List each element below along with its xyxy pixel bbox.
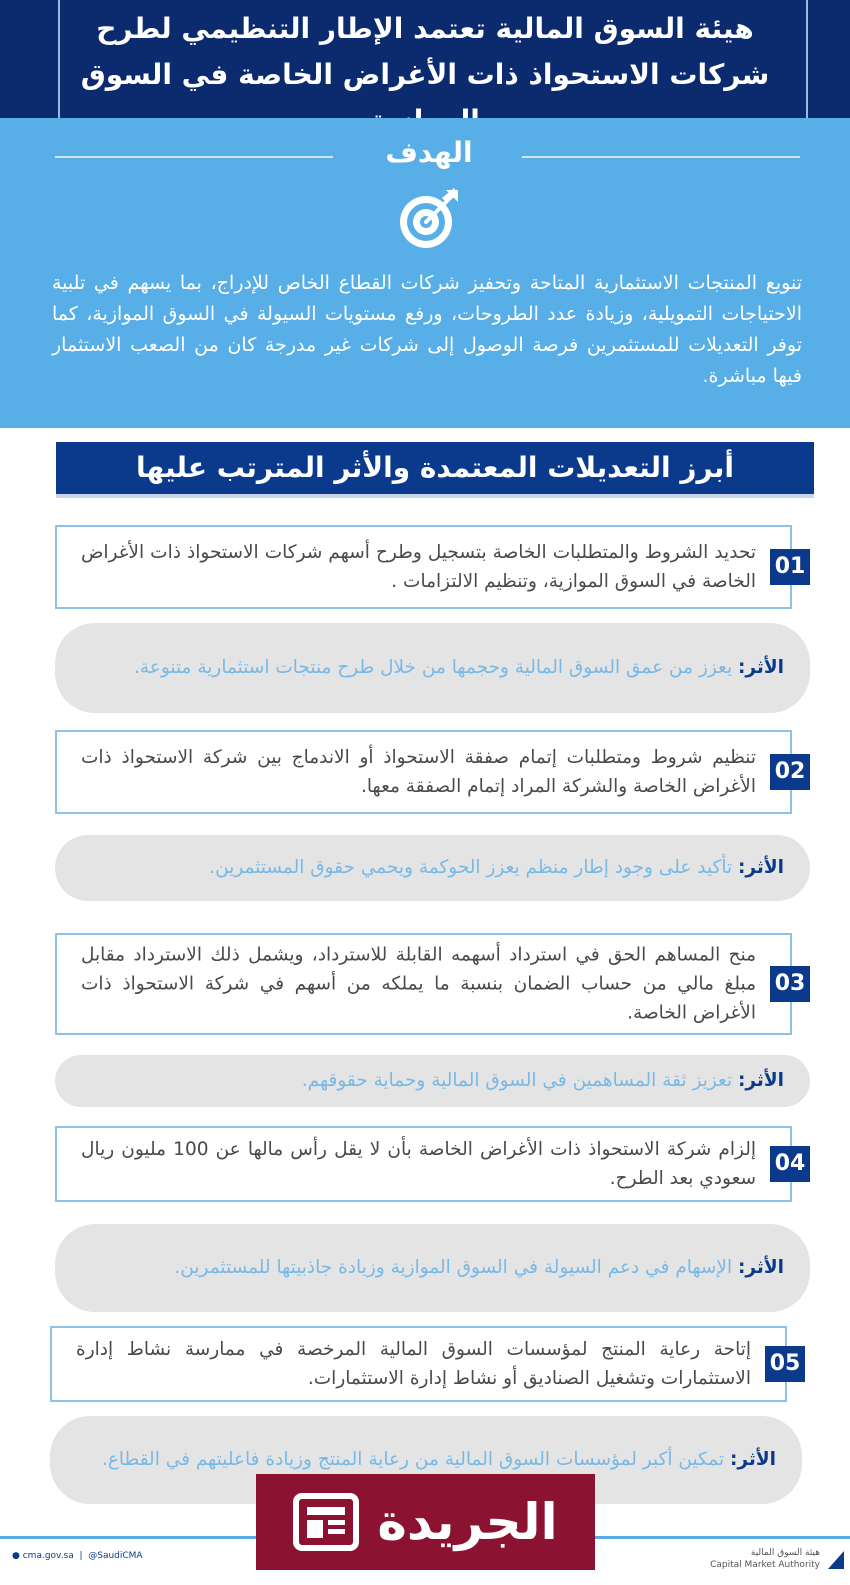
amendment-text: تحديد الشروط والمتطلبات الخاصة بتسجيل وطرح أسهم شركات الاستحواذ ذات الأغراض الخاصة في السوق الموازية، وتنظيم الالتزامات .: [81, 542, 756, 592]
amendment-item-1: [55, 525, 806, 609]
header: [0, 0, 850, 118]
goal-text: تنويع المنتجات الاستثمارية المتاحة وتحفيز شركات القطاع الخاص للإدراج، بما يسهم في تلبية الاحتياجات التمويلية، وزيادة عدد الطروحات، ورفع مستويات السيولة في السوق الموازية، كما توفر التعديلات للمستثمرين فرصة الوصول إلى شركات غير مدرجة كان من الصعب الاستثمار فيها مباشرة.: [52, 272, 802, 387]
amendment-text: تنظيم شروط ومتطلبات إتمام صفقة الاستحواذ أو الاندماج بين شركة الاستحواذ ذات الأغراض الخاصة والشركة المراد إتمام الصفقة معها.: [81, 747, 756, 797]
effect-item-3: [55, 1055, 810, 1107]
section-title: أبرز التعديلات المعتمدة والأثر المترتب عليها: [135, 451, 735, 484]
amendment-number: 04: [770, 1146, 810, 1182]
page-title: هيئة السوق المالية تعتمد الإطار التنظيمي لطرح شركات الاستحواذ ذات الأغراض الخاصة في السوق: [80, 12, 770, 91]
amendment-number: 02: [770, 754, 810, 790]
footer-links: ● cma.gov.sa | @SaudiCMA: [12, 1551, 143, 1561]
effect-text: الأثر: يعزز من عمق السوق المالية وحجمها من خلال طرح منتجات استثمارية متنوعة.: [134, 657, 784, 678]
amendment-number: 03: [770, 966, 810, 1002]
watermark: [256, 1474, 595, 1570]
effect-text: الأثر: تأكيد على وجود إطار منظم يعزز الحوكمة ويحمي حقوق المستثمرين.: [209, 857, 784, 878]
effect-label: الأثر:: [738, 1257, 784, 1278]
footer-org-ar: هيئة السوق المالية: [750, 1548, 820, 1558]
target-icon: [396, 184, 464, 252]
globe-icon: ●: [12, 1551, 20, 1561]
amendment-item-3: [55, 933, 806, 1035]
amendment-number: 05: [765, 1346, 805, 1382]
newspaper-icon: [293, 1493, 359, 1551]
amendment-item-5: [50, 1326, 801, 1402]
footer-website[interactable]: cma.gov.sa: [22, 1551, 74, 1561]
goal-divider-left: [55, 156, 333, 158]
goal-title: الهدف: [385, 136, 473, 169]
amendment-text: إتاحة رعاية المنتج لمؤسسات السوق المالية المرخصة في ممارسة نشاط إدارة الاستثمارات وتشغيل الصناديق أو نشاط إدارة الاستثمارات.: [76, 1339, 751, 1389]
effect-label: الأثر:: [738, 657, 784, 678]
amendment-item-4: [55, 1126, 806, 1202]
footer-handle[interactable]: @SaudiCMA: [88, 1551, 143, 1561]
effect-label: الأثر:: [730, 1449, 776, 1470]
effect-label: الأثر:: [738, 857, 784, 878]
effect-item-2: [55, 835, 810, 901]
goal-section: [0, 118, 850, 428]
amendment-text: إلزام شركة الاستحواذ ذات الأغراض الخاصة بأن لا يقل رأس مالها عن 100 مليون ريال سعودي بعد الطرح.: [81, 1139, 757, 1189]
effect-item-4: [55, 1224, 810, 1312]
watermark-text: الجريدة: [377, 1493, 558, 1551]
effect-text: الأثر: تعزيز ثقة المساهمين في السوق المالية وحماية حقوقهم.: [301, 1070, 784, 1091]
effect-item-1: [55, 623, 810, 713]
amendment-number: 01: [770, 549, 810, 585]
effect-text: الأثر: تمكين أكبر لمؤسسات السوق المالية من رعاية المنتج وزيادة فاعليتهم في القطاع.: [101, 1449, 776, 1470]
amendment-text: منح المساهم الحق في استرداد أسهمه القابلة للاسترداد، ويشمل ذلك الاسترداد مقابل مبلغ مالي من حساب الضمان بنسبة ما يملكه من أسهم في شركة الاستحواذ ذات الأغراض الخاصة.: [81, 944, 756, 1024]
goal-divider-right: [522, 156, 800, 158]
footer-org: [710, 1547, 820, 1571]
effect-text: الأثر: الإسهام في دعم السيولة في السوق الموازية وزيادة جاذبيتها للمستثمرين.: [174, 1257, 784, 1278]
cma-logo-icon: [828, 1551, 844, 1569]
effect-label: الأثر:: [738, 1070, 784, 1091]
section-title-band: [56, 442, 814, 498]
amendment-item-2: [55, 730, 806, 814]
footer-org-en: Capital Market Authority: [710, 1560, 820, 1570]
